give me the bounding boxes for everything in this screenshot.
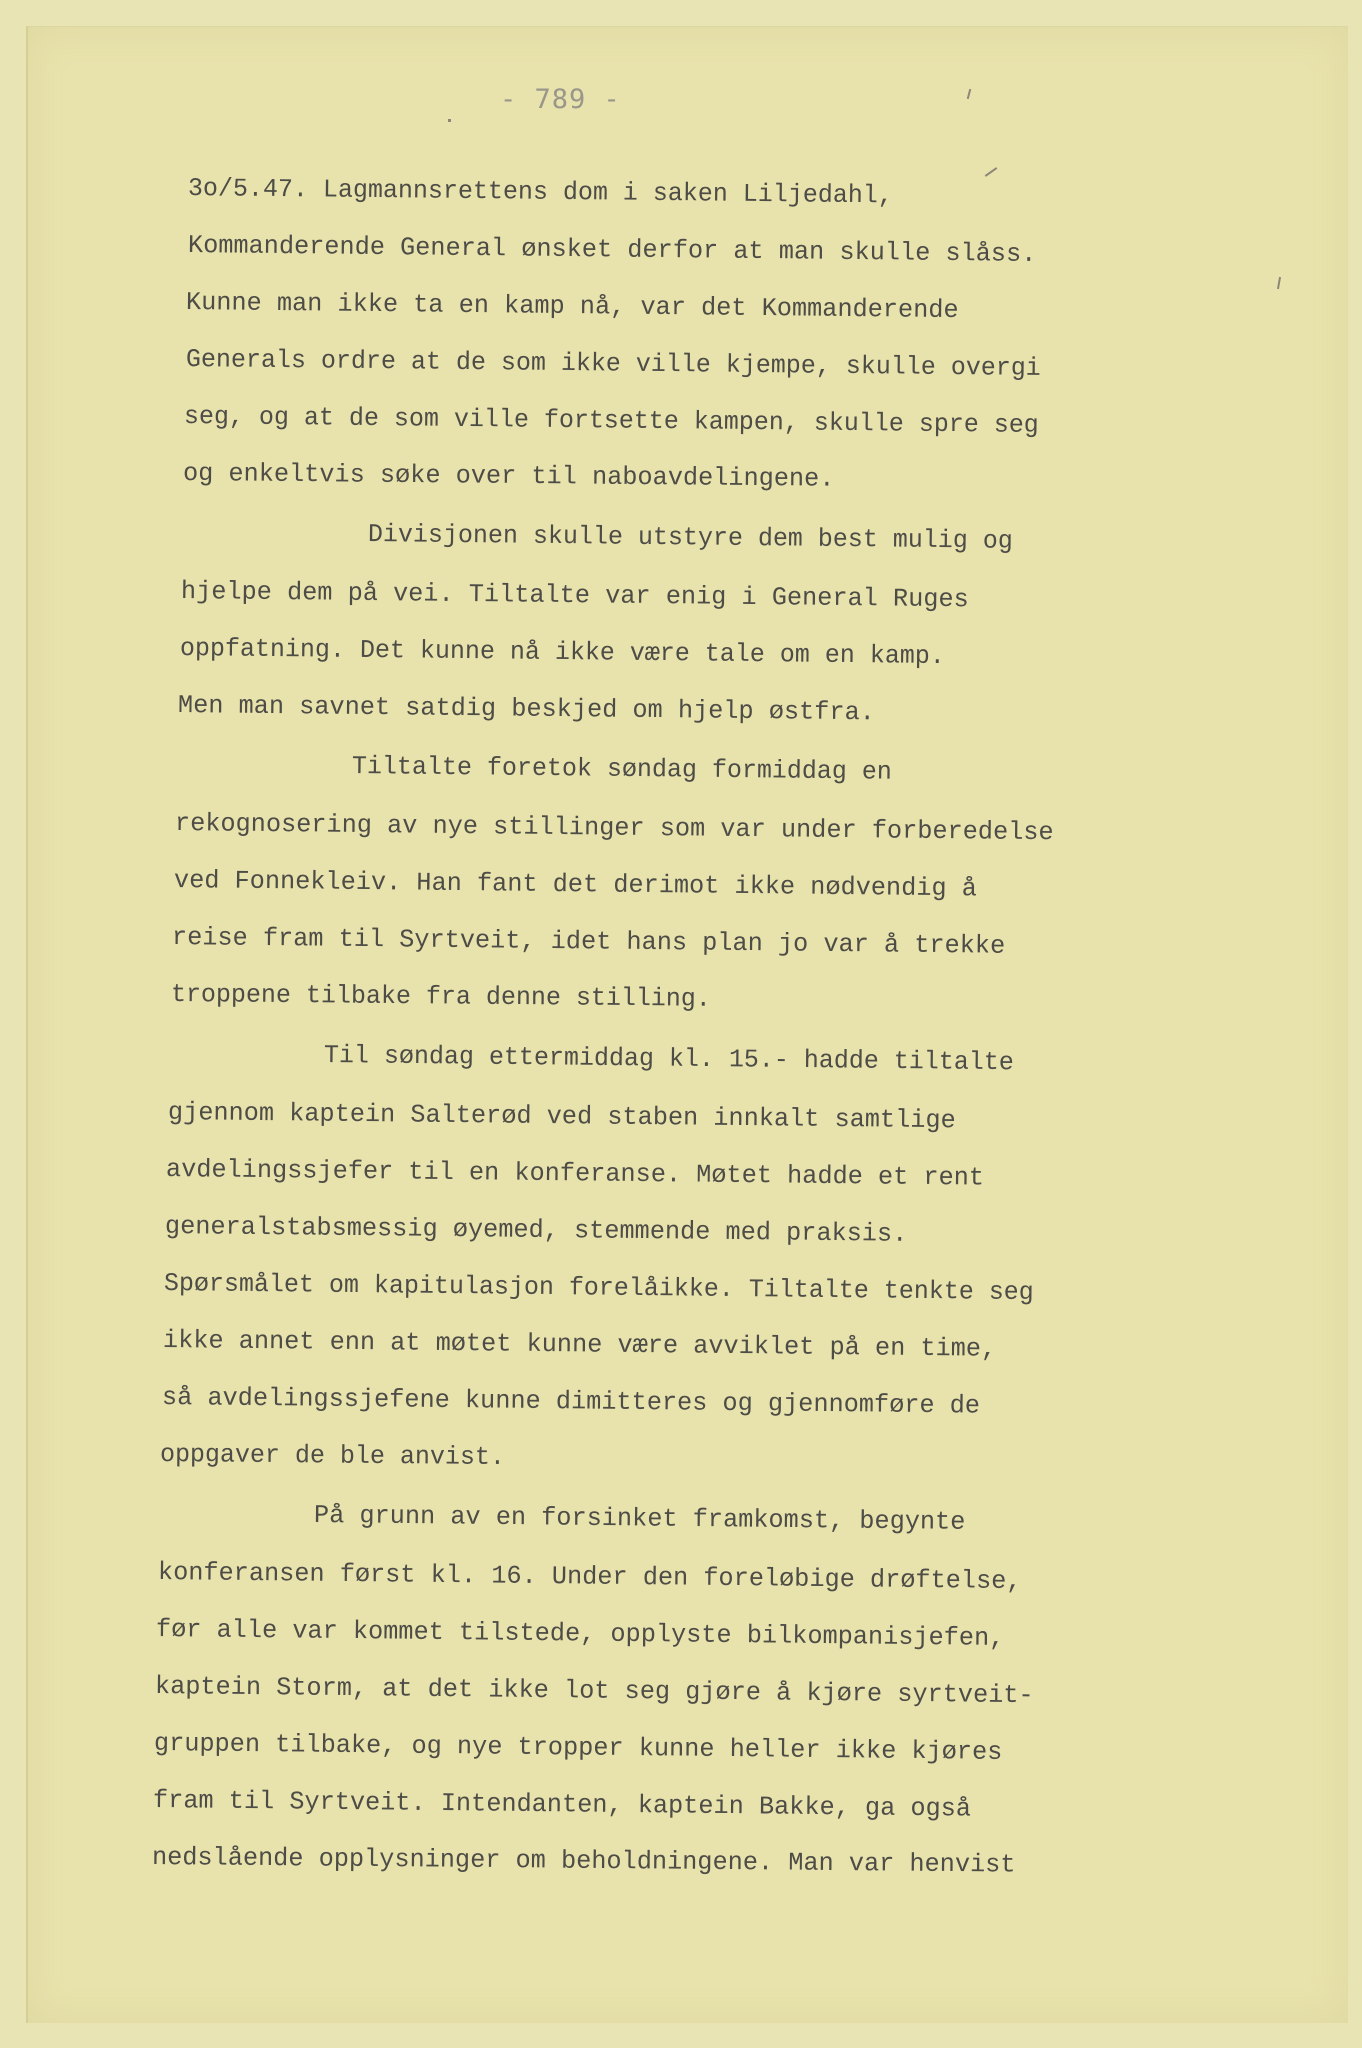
text-line: oppgaver de ble anvist. (159, 1440, 506, 1473)
text-line: Generals ordre at de som ikke ville kjempe, skulle overgi (185, 345, 1041, 383)
text-line: så avdelingssjefene kunne dimitteres og gjennomføre de (161, 1383, 981, 1421)
text-line: Kunne man ikke ta en kamp nå, var det Kommanderende (185, 288, 959, 326)
document-page (26, 26, 1348, 2023)
text-line: 3o/5.47. Lagmannsrettens dom i saken Liljedahl, (187, 174, 893, 211)
text-line: Til søndag ettermiddag kl. 15.- hadde tiltalte (323, 1041, 1014, 1078)
text-line: avdelingssjefer til en konferanse. Møtet hadde et rent (165, 1155, 985, 1193)
text-line: oppfatning. Det kunne nå ikke være tale om en kamp. (179, 634, 945, 672)
text-line: og enkeltvis søke over til naboavdelingene. (182, 459, 835, 494)
text-line: ikke annet enn at møtet kunne være avviklet på en time, (162, 1326, 997, 1364)
text-line: før alle var kommet tilstede, opplyste bilkompanisjefen, (155, 1615, 1005, 1653)
text-line: rekognosering av nye stillinger som var under forberedelse (174, 809, 1054, 848)
text-line: nedslående opplysninger om beholdningene. Man var henvist (151, 1843, 1016, 1880)
text-line: hjelpe dem på vei. Tiltalte var enig i General Ruges (180, 577, 969, 615)
text-line: kaptein Storm, at det ikke lot seg gjøre å kjøre syrtveit- (154, 1672, 1034, 1711)
text-line: Kommanderende General ønsket derfor at man skulle slåss. (187, 231, 1037, 269)
text-line: gruppen tilbake, og nye tropper kunne heller ikke kjøres (153, 1729, 1003, 1767)
text-line: reise fram til Syrtveit, idet hans plan jo var å trekke (171, 923, 1006, 961)
text-line: På grunn av en forsinket framkomst, begynte (313, 1501, 966, 1537)
text-line: seg, og at de som ville fortsette kampen, skulle spre seg (183, 402, 1039, 440)
text-line: Tiltalte foretok søndag formiddag en (351, 752, 892, 787)
stray-mark (985, 167, 998, 177)
text-line: Spørsmålet om kapitulasjon forelåikke. Tiltalte tenkte seg (163, 1269, 1034, 1308)
text-line: Men man savnet satdig beskjed om hjelp østfra. (177, 691, 875, 728)
text-line: ved Fonnekleiv. Han fant det derimot ikke nødvendig å (173, 866, 978, 904)
page-number: - 789 - (500, 84, 621, 115)
text-line: fram til Syrtveit. Intendanten, kaptein Bakke, ga også (152, 1786, 972, 1824)
stray-mark (448, 119, 451, 122)
stray-mark (1277, 277, 1281, 289)
stray-mark (967, 89, 972, 99)
text-line: gjennom kaptein Salterød ved staben innkalt samtlige (167, 1098, 956, 1136)
text-line: troppene tilbake fra denne stilling. (170, 980, 711, 1014)
text-line: konferansen først kl. 16. Under den foreløbige drøftelse, (157, 1558, 1022, 1597)
text-line: generalstabsmessig øyemed, stemmende med praksis. (164, 1212, 908, 1249)
text-line: Divisjonen skulle utstyre dem best mulig og (367, 520, 1013, 556)
